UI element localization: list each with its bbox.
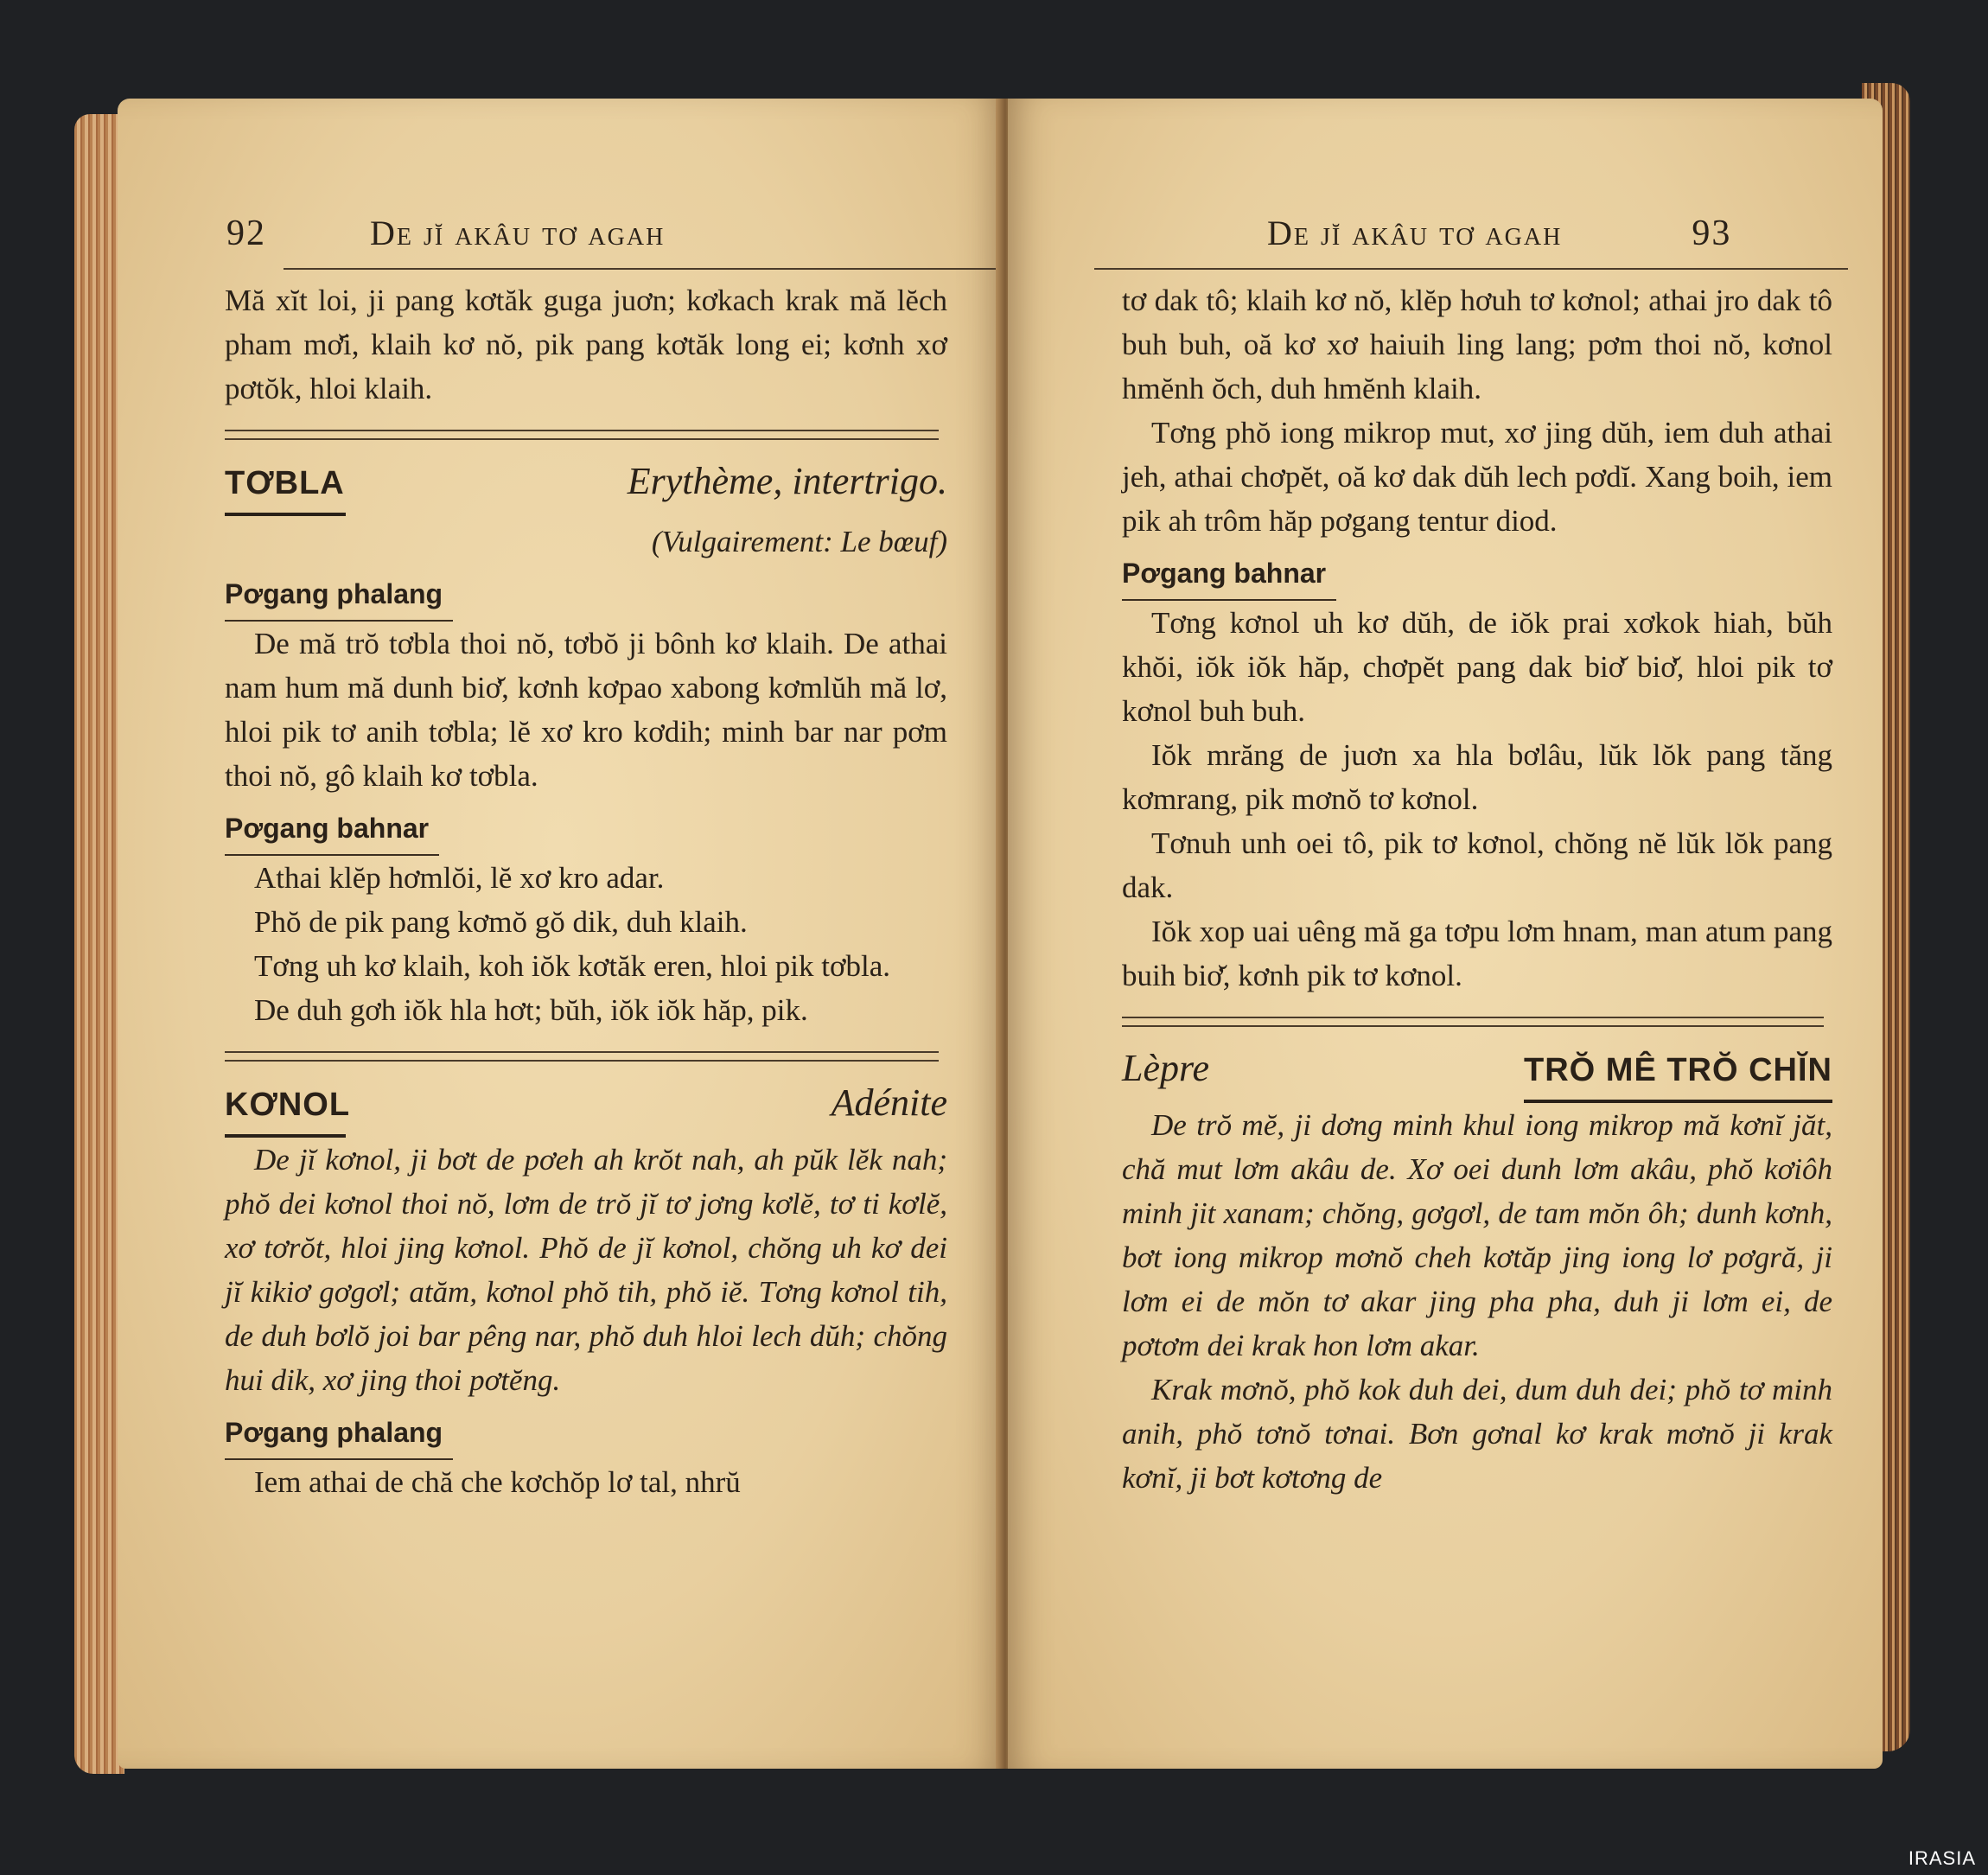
right-page-header — [1267, 213, 1883, 265]
bahnar-term-tro-me-tro-chin: TRŎ MÊ TRŎ CHĬN — [1524, 1049, 1832, 1103]
left-page-header — [226, 213, 1003, 265]
header-rule-right — [1094, 268, 1848, 270]
konol-paragraph: De jĭ kơnol, ji bơt de pơeh ah krŏt nah, ah pŭk lĕk nah; phŏ dei kơnol thoi nŏ, lơm de trŏ jĭ tơ jơng kơlĕ, tơ ti kơlĕ, xơ tơrŏt, hloi jing kơnol. Phŏ de jĭ kơnol, chŏng uh kơ dei jĭ kikiơ gơgơl; atăm, kơnol phŏ tih, phŏ iĕ. Tơng kơnol tih, de duh bơlŏ joi bar pêng nar, phŏ duh hloi lech dŭh; chŏng hui dik, xơ jing thoi pơtĕng. — [225, 1143, 947, 1397]
konol-remedy-line: Iem athai de chă che kơchŏp lơ tal, nhrŭ — [254, 1465, 741, 1499]
remedy-line: De duh gơh iŏk hla hơt; bŭh, iŏk iŏk hăp, pik. — [254, 993, 808, 1027]
label-pogang-bahnar: Pơgang bahnar — [225, 807, 429, 856]
open-book — [74, 83, 1910, 1782]
bahnar-term-konol: KƠNOL — [225, 1083, 350, 1138]
right-page — [1008, 99, 1883, 1769]
running-title-left: De jĭ akâu tơ agah — [370, 214, 666, 252]
french-subtitle: (Vulgairement: Le bœuf) — [651, 525, 947, 558]
section-divider — [225, 1051, 939, 1062]
bahnar-term-tobla: TƠBLA — [225, 462, 345, 516]
tobla-paragraph: De mă trŏ tơbla thoi nŏ, tơbŏ ji bônh kơ klaih. De athai nam hum mă dunh biơ̆, kơnh kơpao xabong kơmlŭh mă lơ, hloi pik tơ anih tơbla; lĕ xơ kro kơdih; minh bar nar pơm thoi nŏ, gô klaih kơ tơbla. — [225, 627, 947, 793]
remedy-line: Tơng kơnol uh kơ dŭh, de iŏk prai xơkok hiah, bŭh khŏi, iŏk iŏk hăp, chơpĕt pang dak biơ̆ biơ̆, hloi pik tơ kơnol buh buh. — [1122, 606, 1832, 728]
label-pogang-bahnar-right: Pơgang bahnar — [1122, 552, 1326, 601]
remedy-line: Iŏk xop uai uêng mă ga tơpu lơm hnam, man atum pang buih biơ̆, kơnh pik tơ kơnol. — [1122, 915, 1832, 992]
lepre-paragraph-1: De trŏ mĕ, ji dơng minh khul iong mikrop mă kơnĭ jăt, chă mut lơm akâu de. Xơ oei dunh lơm akâu, phŏ kơiôh minh jit xanam; chŏng, gơgơl, de tam mŏn ôh; dunh kơnh, bơt iong mikrop mơnŏ cheh kơtăp jing iong lơ pơgră, ji lơm ei de mŏn tơ akar jing pha pha, duh ji lơm ei, de pơtơm dei krak hon lơm akar. — [1122, 1108, 1832, 1362]
remedy-line: Tơnuh unh oei tô, pik tơ kơnol, chŏng nĕ lŭk lŏk pang dak. — [1122, 826, 1832, 904]
section-heading-konol — [225, 1081, 947, 1138]
left-page — [118, 99, 1003, 1769]
page-number-right: 93 — [1692, 214, 1732, 253]
lepre-paragraph-2: Krak mơnŏ, phŏ kok duh dei, dum duh dei; phŏ tơ minh anih, phŏ tơnŏ tơnai. Bơn gơnal kơ krak mơnŏ ji krak kơnĭ, ji bơt kơtơng de — [1122, 1373, 1832, 1495]
running-title-right: De jĭ akâu tơ agah — [1267, 214, 1563, 252]
french-term-adenite: Adénite — [831, 1081, 947, 1124]
right-page-body — [1122, 278, 1832, 1500]
remedy-line: Tơng uh kơ klaih, koh iŏk kơtăk eren, hloi pik tơbla. — [254, 949, 891, 983]
remedy-line: Athai klĕp hơmlŏi, lĕ xơ kro adar. — [254, 861, 665, 895]
header-rule-left — [284, 268, 1003, 270]
continued-paragraph: tơ dak tô; klaih kơ nŏ, klĕp hơuh tơ kơnol; athai jro dak tô buh buh, oă kơ xơ haiuih ling lang; pơm thoi nŏ, kơnol hmĕnh ŏch, duh hmĕnh klaih. — [1122, 284, 1832, 405]
french-term-erytheme: Erythème, intertrigo. — [627, 460, 947, 502]
left-page-body — [225, 278, 947, 1504]
label-pogang-phalang: Pơgang phalang — [225, 572, 443, 622]
intro-paragraph: Mă xĭt loi, ji pang kơtăk guga juơn; kơkach krak mă lĕch pham mơ̆i, klaih kơ nŏ, pik pang kơtăk long ei; kơnh xơ pơtŏk, hloi klaih. — [225, 284, 947, 405]
section-heading-lepre — [1122, 1046, 1832, 1103]
mikrop-paragraph: Tơng phŏ iong mikrop mut, xơ jing dŭh, iem duh athai jeh, athai chơpĕt, oă kơ dak dŭh lech pơdĭ. Xang boih, iem pik ah trôm hăp pơgang tentur diod. — [1122, 416, 1832, 538]
french-term-lepre: Lèpre — [1122, 1047, 1210, 1089]
label-pogang-phalang-2: Pơgang phalang — [225, 1411, 443, 1460]
page-number-left: 92 — [226, 214, 266, 253]
section-divider — [225, 430, 939, 440]
section-divider — [1122, 1017, 1824, 1027]
watermark-text: IRASIA — [1908, 1847, 1976, 1869]
remedy-line: Phŏ de pik pang kơmŏ gŏ dik, duh klaih. — [254, 905, 748, 939]
section-heading-tobla — [225, 459, 947, 516]
remedy-line: Iŏk mrăng de juơn xa hla bơlâu, lŭk lŏk pang tăng kơmrang, pik mơnŏ tơ kơnol. — [1122, 738, 1832, 816]
